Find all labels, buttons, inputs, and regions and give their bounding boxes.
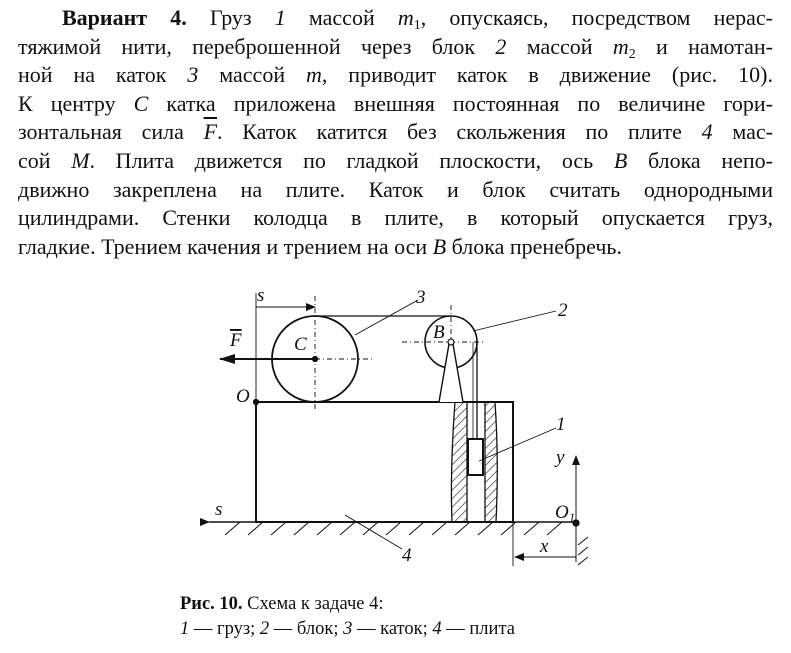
text-segment: 1 xyxy=(413,18,421,33)
text-segment: m xyxy=(397,5,414,30)
text-segment: 2 xyxy=(628,46,636,62)
legend-num: 2 xyxy=(259,619,270,639)
text-segment: массой xyxy=(506,33,613,59)
legend-num: 3 xyxy=(343,619,353,639)
text-segment: 2 xyxy=(495,33,507,59)
label-s-top: s xyxy=(257,285,265,306)
text-segment: M xyxy=(71,147,90,173)
text-segment: и намотан- xyxy=(635,33,774,59)
text-segment: катка приложена внешняя постоянная по величине гори- xyxy=(148,90,773,116)
label-F: F xyxy=(230,330,242,351)
text-segment: , опускаясь, посредством нерас- xyxy=(420,5,774,30)
text-segment: массой xyxy=(285,5,398,30)
label-x: x xyxy=(540,536,549,557)
label-part-3: 3 xyxy=(416,287,426,308)
label-O1: $O_1$ xyxy=(555,502,576,525)
label-C: C xyxy=(294,334,307,355)
label-part-1: 1 xyxy=(556,414,566,435)
text-segment: Груз xyxy=(186,5,275,30)
text-segment: C xyxy=(133,90,149,116)
text-segment: блока пренебречь. xyxy=(446,233,622,259)
caption-title: Рис. 10. xyxy=(180,594,243,614)
legend-num: 1 xyxy=(180,619,190,639)
label-O: O xyxy=(236,386,250,407)
text-segment: К центру xyxy=(18,90,134,116)
text-segment: B xyxy=(613,147,628,173)
label-part-2: 2 xyxy=(558,300,568,321)
text-segment: 3 xyxy=(187,62,199,88)
label-part-4: 4 xyxy=(402,545,412,566)
caption-legend xyxy=(180,617,515,642)
text-segment: мас- xyxy=(712,119,773,145)
text-segment: блока непо- xyxy=(627,147,773,173)
text-segment: . Каток катится без скольжения по плите xyxy=(217,119,702,145)
text-segment: гладкие. Трением качения и трением на оси xyxy=(18,233,433,259)
text-segment: зонтальная сила xyxy=(18,119,204,145)
well-wall-right xyxy=(485,402,497,522)
point-O xyxy=(254,400,259,405)
legend-name: — каток; xyxy=(352,619,433,639)
text-segment: . Плита движется по гладкой плоскости, ось xyxy=(89,147,614,173)
label-y: y xyxy=(556,447,565,468)
block-stand xyxy=(439,344,463,402)
text-segment: , приводит каток в движение (рис. 10). xyxy=(321,62,773,88)
text-segment: B xyxy=(432,233,447,259)
text-segment: m xyxy=(306,62,322,88)
label-s-bottom: s xyxy=(215,499,223,520)
text-segment: сой xyxy=(18,147,72,173)
legend-name: — плита xyxy=(441,619,515,639)
text-segment: тяжимой нити, переброшенной через блок xyxy=(18,33,496,59)
text-segment: цилиндрами. Стенки колодца в плите, в который опускается груз, xyxy=(18,205,773,231)
text-segment: движно закреплена на плите. Каток и блок считать однородными xyxy=(18,176,773,202)
legend-name: — груз; xyxy=(189,619,260,639)
text-segment: m xyxy=(612,33,629,59)
text-segment: ной на каток xyxy=(18,62,188,88)
text-segment: Вариант 4. xyxy=(62,5,187,30)
load-1 xyxy=(468,439,483,475)
text-segment: массой xyxy=(198,62,306,88)
caption-text: Схема к задаче 4: xyxy=(242,594,384,614)
legend-name: — блок; xyxy=(269,619,344,639)
text-segment: 4 xyxy=(701,119,713,145)
label-B: B xyxy=(433,322,445,343)
figure-caption xyxy=(180,592,515,642)
text-segment: $\overline{F}$ xyxy=(203,119,218,145)
ground-hatching xyxy=(225,522,562,535)
legend-num: 4 xyxy=(432,619,442,639)
text-segment: 1 xyxy=(274,5,286,30)
well-wall-left xyxy=(451,402,467,522)
